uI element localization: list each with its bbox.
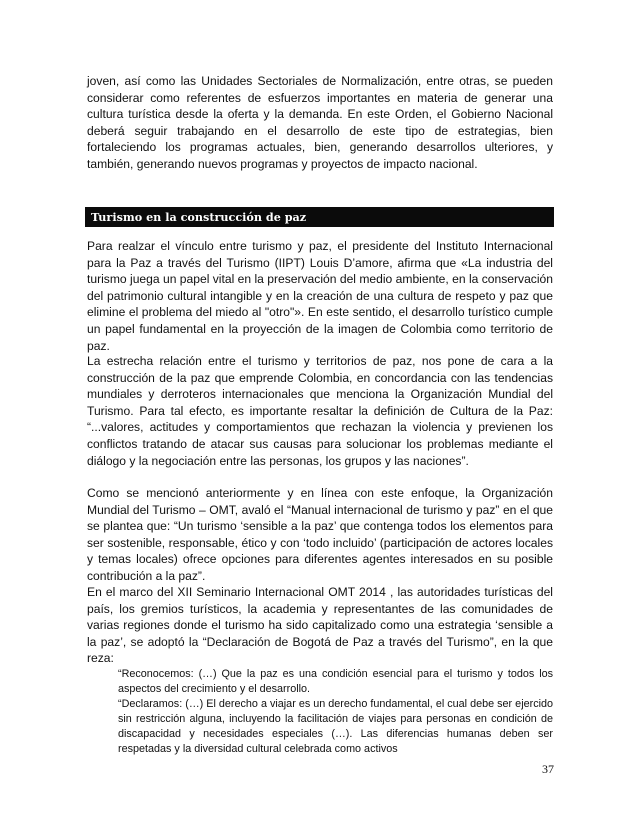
section-heading-bar (85, 207, 554, 227)
section-heading: Turismo en la construcción de paz (91, 210, 307, 224)
quote-declaramos: “Declaramos: (…) El derecho a viajar es un derecho fundamental, el cual debe ser ejercido sin restricción alguna, incluyendo la facilitación de viajes para personas en condición de discapacidad y necesidades especiales (…). Las diferencias humanas deben ser respetadas y la diversidad cultural celebrada como activos (118, 698, 553, 755)
paragraph-seminar: En el marco del XII Seminario Internacional OMT 2014 , las autoridades turísticas del país, los gremios turísticos, la academia y representantes de las comunidades de varias regiones donde el turismo ha sido capitalizado como una estrategia ‘sensible a la paz’, se adoptó la “Declaración de Bogotá de Paz a través del Turismo”, en la que reza: (87, 585, 553, 666)
paragraph-tourism-peace: Para realzar el vínculo entre turismo y paz, el presidente del Instituto Internacional para la Paz a través del Turismo (IIPT) Louis D’amore, afirma que «La industria del turismo juega un papel vital en la preservación del medio ambiente, en la conservación del patrimonio cultural intangible y en la creación de una cultura de respeto y paz que elimine el problema del miedo al "otro"». En este sentido, el desarrollo turístico cumple un papel fundamental en la proyección de la imagen de Colombia como territorio de paz. (87, 239, 553, 353)
page-number: 37 (542, 762, 554, 776)
paragraph-culture-of-peace: La estrecha relación entre el turismo y territorios de paz, nos pone de cara a la construcción de la paz que emprende Colombia, en concordancia con las tendencias mundiales y derroteros internacionales que menciona la Organización Mundial del Turismo. Para tal efecto, es importante resaltar la definición de Cultura de la Paz: “...valores, actitudes y comportamientos que rechazan la violencia y previenen los conflictos tratando de atacar sus causas para solucionar los problemas mediante el diálogo y la negociación entre las personas, los grupos y las naciones”. (87, 354, 553, 468)
paragraph-intro: joven, así como las Unidades Sectoriales de Normalización, entre otras, se pueden considerar como referentes de esfuerzos importantes en materia de generar una cultura turística desde la oferta y la demanda. En este Orden, el Gobierno Nacional deberá seguir trabajando en el desarrollo de este tipo de estrategias, bien fortaleciendo los programas actuales, bien, generando desarrollos ulteriores, y también, generando nuevos programas y proyectos de impacto nacional. (87, 74, 553, 171)
quote-reconocemos: “Reconocemos: (…) Que la paz es una condición esencial para el turismo y todos los aspectos del crecimiento y el desarrollo. (118, 668, 553, 695)
paragraph-omt-manual: Como se mencionó anteriormente y en línea con este enfoque, la Organización Mundial del Turismo – OMT, avaló el “Manual internacional de turismo y paz” en el que se plantea que: “Un turismo ‘sensible a la paz’ que contenga todos los elementos para ser sostenible, responsable, ético y con ‘todo incluido’ (participación de actores locales y temas locales) ofrece opciones para diferentes agentes interesados en su posible contribución a la paz”. (87, 486, 553, 583)
